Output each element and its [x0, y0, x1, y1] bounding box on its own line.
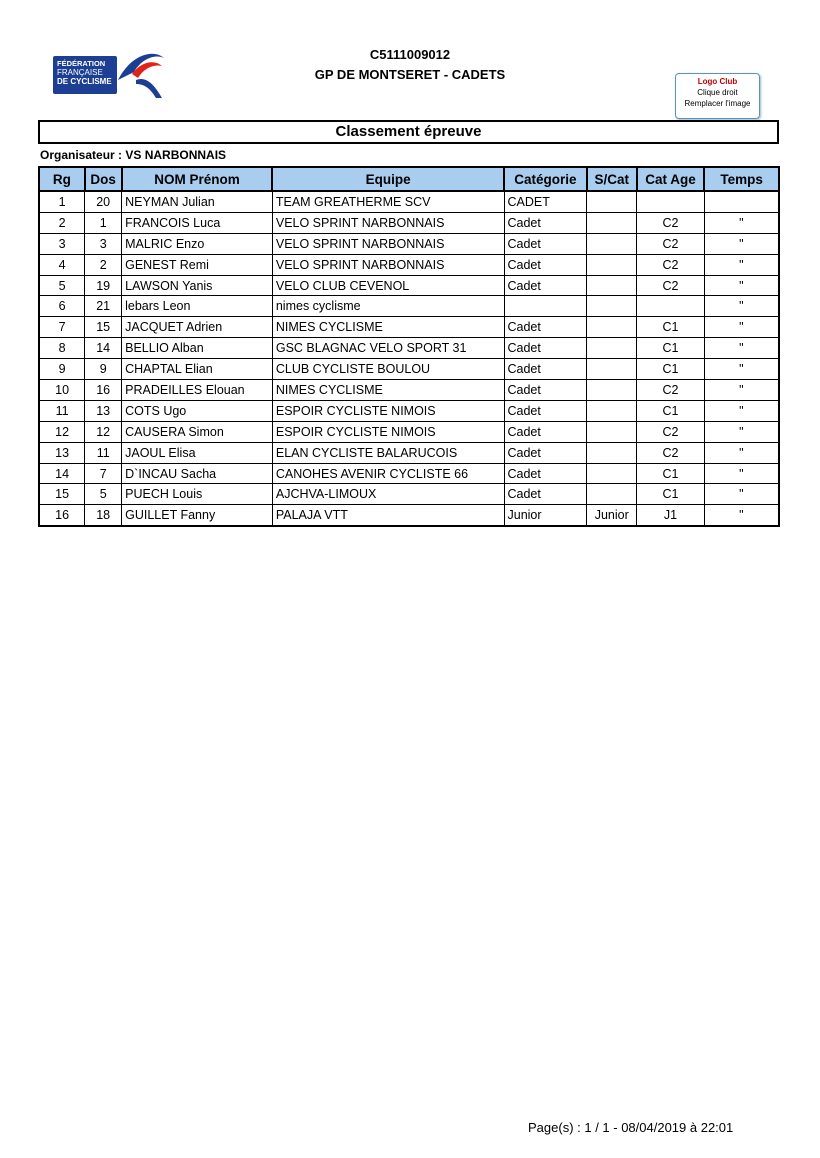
table-cell: BELLIO Alban	[122, 338, 273, 359]
page-footer: Page(s) : 1 / 1 - 08/04/2019 à 22:01	[528, 1120, 734, 1135]
table-cell: CHAPTAL Elian	[122, 359, 273, 380]
table-cell: NIMES CYCLISME	[272, 317, 504, 338]
table-cell: 14	[85, 338, 122, 359]
table-cell: "	[704, 296, 779, 317]
table-row	[39, 338, 779, 359]
club-logo-hint2: Remplacer l'image	[684, 99, 751, 108]
table-row	[39, 317, 779, 338]
table-cell: VELO SPRINT NARBONNAIS	[272, 254, 504, 275]
club-logo-hint1: Clique droit	[697, 88, 738, 97]
table-cell: 11	[39, 400, 85, 421]
table-cell: Cadet	[504, 400, 587, 421]
table-cell: Cadet	[504, 442, 587, 463]
table-cell: CLUB CYCLISTE BOULOU	[272, 359, 504, 380]
table-cell: "	[704, 254, 779, 275]
table-cell: C2	[637, 275, 705, 296]
table-cell	[587, 421, 637, 442]
table-cell: 9	[85, 359, 122, 380]
club-logo-title: Logo Club	[697, 77, 738, 86]
table-row	[39, 380, 779, 401]
table-cell: 11	[85, 442, 122, 463]
table-cell: "	[704, 212, 779, 233]
column-header: Catégorie	[504, 167, 587, 191]
table-cell	[587, 191, 637, 212]
organizer-label: Organisateur : VS NARBONNAIS	[40, 148, 227, 162]
table-cell: "	[704, 380, 779, 401]
table-cell: 12	[39, 421, 85, 442]
table-row	[39, 421, 779, 442]
table-cell	[587, 463, 637, 484]
table-cell: CAUSERA Simon	[122, 421, 273, 442]
table-cell: 13	[39, 442, 85, 463]
table-cell	[587, 442, 637, 463]
table-cell: NIMES CYCLISME	[272, 380, 504, 401]
table-cell: "	[704, 463, 779, 484]
table-cell: "	[704, 400, 779, 421]
table-cell	[587, 212, 637, 233]
table-cell: Cadet	[504, 338, 587, 359]
table-cell: C2	[637, 233, 705, 254]
table-cell: 15	[39, 484, 85, 505]
table-cell: 5	[85, 484, 122, 505]
table-cell: 14	[39, 463, 85, 484]
table-cell	[587, 380, 637, 401]
table-cell: 16	[39, 505, 85, 526]
table-cell: C1	[637, 338, 705, 359]
federation-logo-line1: FÉDÉRATION	[57, 59, 106, 68]
table-cell: MALRIC Enzo	[122, 233, 273, 254]
table-cell: 8	[39, 338, 85, 359]
table-cell: 12	[85, 421, 122, 442]
table-cell: LAWSON Yanis	[122, 275, 273, 296]
table-cell: ELAN CYCLISTE BALARUCOIS	[272, 442, 504, 463]
table-cell	[637, 296, 705, 317]
table-cell: 9	[39, 359, 85, 380]
race-title: GP DE MONTSERET - CADETS	[314, 67, 506, 82]
table-cell: 10	[39, 380, 85, 401]
table-cell: GSC BLAGNAC VELO SPORT 31	[272, 338, 504, 359]
table-cell: 1	[85, 212, 122, 233]
table-cell: CANOHES AVENIR CYCLISTE 66	[272, 463, 504, 484]
table-cell: JAOUL Elisa	[122, 442, 273, 463]
table-cell	[504, 296, 587, 317]
table-cell: D`INCAU Sacha	[122, 463, 273, 484]
table-cell: Cadet	[504, 463, 587, 484]
table-cell: "	[704, 233, 779, 254]
table-cell	[587, 484, 637, 505]
table-cell: "	[704, 421, 779, 442]
table-cell: J1	[637, 505, 705, 526]
table-cell: C2	[637, 380, 705, 401]
table-cell: nimes cyclisme	[272, 296, 504, 317]
column-header: Temps	[704, 167, 779, 191]
table-row	[39, 296, 779, 317]
table-cell: VELO SPRINT NARBONNAIS	[272, 212, 504, 233]
table-cell	[637, 191, 705, 212]
table-cell: Cadet	[504, 233, 587, 254]
table-cell: Cadet	[504, 421, 587, 442]
table-cell: 7	[85, 463, 122, 484]
table-cell: 19	[85, 275, 122, 296]
table-cell: C1	[637, 359, 705, 380]
table-cell: 2	[39, 212, 85, 233]
table-cell: NEYMAN Julian	[122, 191, 273, 212]
table-cell	[587, 400, 637, 421]
table-cell: C1	[637, 400, 705, 421]
results-table-body	[39, 191, 779, 526]
table-row	[39, 212, 779, 233]
table-cell: 16	[85, 380, 122, 401]
table-cell	[587, 296, 637, 317]
table-cell: Junior	[587, 505, 637, 526]
column-header: Cat Age	[637, 167, 705, 191]
table-cell: "	[704, 338, 779, 359]
table-cell: ESPOIR CYCLISTE NIMOIS	[272, 400, 504, 421]
table-cell: PRADEILLES Elouan	[122, 380, 273, 401]
table-cell: Cadet	[504, 380, 587, 401]
table-cell: GENEST Remi	[122, 254, 273, 275]
club-logo-placeholder[interactable]	[675, 73, 760, 119]
table-cell: "	[704, 442, 779, 463]
table-cell: 6	[39, 296, 85, 317]
table-cell: ESPOIR CYCLISTE NIMOIS	[272, 421, 504, 442]
table-cell: 5	[39, 275, 85, 296]
table-row	[39, 505, 779, 526]
table-cell: C2	[637, 212, 705, 233]
table-cell: "	[704, 505, 779, 526]
table-cell: Cadet	[504, 254, 587, 275]
table-cell: "	[704, 317, 779, 338]
table-row	[39, 463, 779, 484]
table-row	[39, 233, 779, 254]
race-code: C5111009012	[369, 47, 451, 62]
table-cell: 2	[85, 254, 122, 275]
table-cell: 13	[85, 400, 122, 421]
table-cell: GUILLET Fanny	[122, 505, 273, 526]
table-cell: 18	[85, 505, 122, 526]
table-cell: 3	[85, 233, 122, 254]
table-cell	[587, 317, 637, 338]
table-cell	[587, 338, 637, 359]
table-cell: C1	[637, 317, 705, 338]
column-header: Equipe	[272, 167, 504, 191]
table-header-row	[39, 167, 779, 191]
column-header: NOM Prénom	[122, 167, 273, 191]
federation-logo-line2: FRANÇAISE	[57, 68, 103, 77]
table-cell: "	[704, 275, 779, 296]
table-cell	[587, 233, 637, 254]
federation-logo-line3: DE CYCLISME	[57, 77, 112, 86]
table-cell: Cadet	[504, 359, 587, 380]
table-cell: PALAJA VTT	[272, 505, 504, 526]
column-header: S/Cat	[587, 167, 637, 191]
table-cell: CADET	[504, 191, 587, 212]
table-cell: VELO CLUB CEVENOL	[272, 275, 504, 296]
table-row	[39, 275, 779, 296]
table-cell: COTS Ugo	[122, 400, 273, 421]
table-cell: JACQUET Adrien	[122, 317, 273, 338]
results-table	[38, 166, 780, 527]
table-cell	[587, 359, 637, 380]
table-cell: 15	[85, 317, 122, 338]
table-cell: 1	[39, 191, 85, 212]
table-cell	[587, 275, 637, 296]
table-cell: Cadet	[504, 275, 587, 296]
table-cell: TEAM GREATHERME SCV	[272, 191, 504, 212]
table-cell: C2	[637, 421, 705, 442]
table-cell: FRANCOIS Luca	[122, 212, 273, 233]
table-cell: C1	[637, 484, 705, 505]
table-row	[39, 442, 779, 463]
table-cell: Cadet	[504, 317, 587, 338]
table-cell: C1	[637, 463, 705, 484]
table-cell: Cadet	[504, 484, 587, 505]
table-cell: AJCHVA-LIMOUX	[272, 484, 504, 505]
table-row	[39, 400, 779, 421]
column-header: Rg	[39, 167, 85, 191]
table-cell: 21	[85, 296, 122, 317]
table-row	[39, 254, 779, 275]
table-cell: PUECH Louis	[122, 484, 273, 505]
table-cell: 4	[39, 254, 85, 275]
table-cell: C2	[637, 254, 705, 275]
table-cell: 3	[39, 233, 85, 254]
table-cell: Junior	[504, 505, 587, 526]
column-header: Dos	[85, 167, 122, 191]
table-row	[39, 484, 779, 505]
table-row	[39, 359, 779, 380]
table-cell	[587, 254, 637, 275]
table-cell: VELO SPRINT NARBONNAIS	[272, 233, 504, 254]
classification-title: Classement épreuve	[38, 120, 779, 144]
table-cell: Cadet	[504, 212, 587, 233]
table-cell: "	[704, 484, 779, 505]
table-cell: 20	[85, 191, 122, 212]
table-cell: 7	[39, 317, 85, 338]
table-cell	[704, 191, 779, 212]
table-cell: "	[704, 359, 779, 380]
table-row	[39, 191, 779, 212]
table-cell: C2	[637, 442, 705, 463]
table-cell: lebars Leon	[122, 296, 273, 317]
